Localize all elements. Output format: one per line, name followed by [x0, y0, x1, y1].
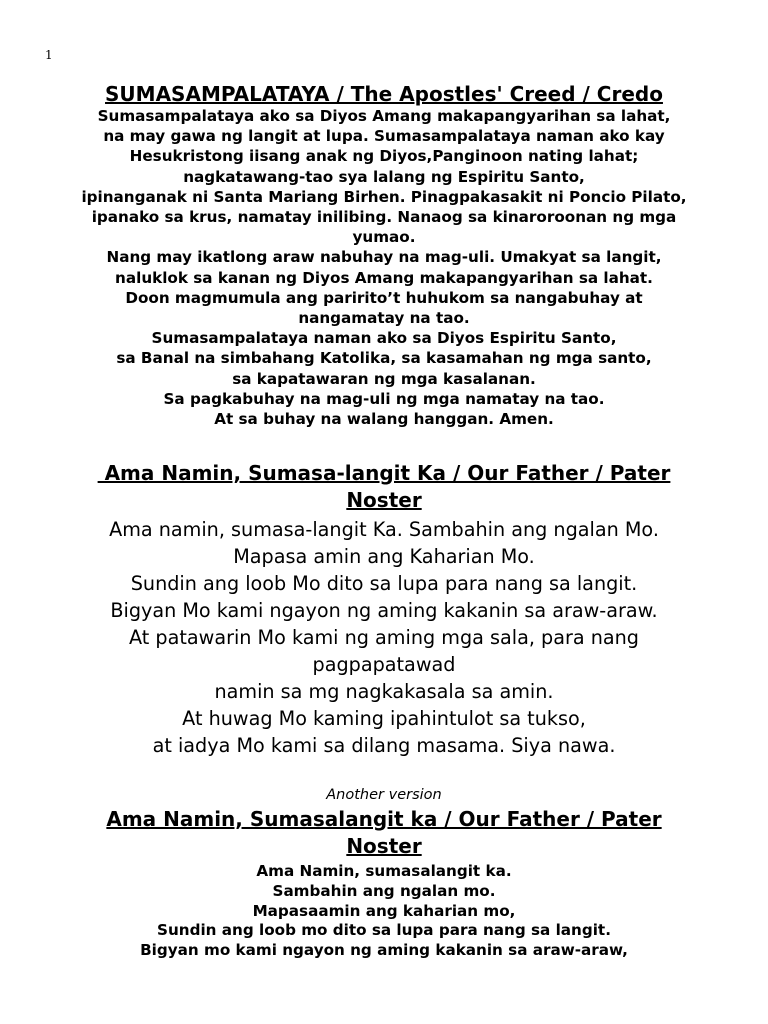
creed-line: Sumasampalataya ako sa Diyos Amang makapangyarihan sa lahat, — [97, 107, 671, 125]
our-father-text — [40, 516, 728, 759]
another-version-section — [40, 786, 728, 961]
creed-line: ipinanganak ni Santa Mariang Birhen. Pinagpakasakit ni Poncio Pilato, — [81, 187, 687, 206]
our-father-line: Ama namin, sumasa-langit Ka. Sambahin ang ngalan Mo. — [109, 518, 659, 541]
our-father-title-line: Ama Namin, Sumasa-langit Ka / Our Father / Pater — [97, 461, 671, 485]
another-version-title — [40, 806, 728, 860]
our-father-section — [40, 460, 728, 759]
another-version-line: Sambahin ang ngalan mo. — [272, 881, 496, 900]
our-father-line: At patawarin Mo kami ng aming mga sala, para nang — [129, 626, 639, 649]
our-father-line: pagpapatawad — [312, 653, 456, 676]
creed-line: nagkatawang-tao sya lalang ng Espiritu Santo, — [183, 167, 585, 186]
creed-line: At sa buhay na walang hanggan. Amen. — [214, 410, 554, 429]
another-version-title-line: Ama Namin, Sumasalangit ka / Our Father / Pater — [106, 807, 662, 831]
another-version-line: Sundin ang loob mo dito sa lupa para nang sa langit. — [157, 921, 611, 940]
another-version-title-line: Noster — [346, 834, 422, 858]
our-father-title — [40, 460, 728, 514]
another-version-line: Ama Namin, sumasalangit ka. — [256, 862, 512, 880]
our-father-line: Mapasa amin ang Kaharian Mo. — [233, 545, 535, 568]
creed-line: Nang may ikatlong araw nabuhay na mag-uli. Umakyat sa langit, — [106, 248, 662, 267]
creed-text — [40, 106, 728, 429]
our-father-line: namin sa mg nagkakasala sa amin. — [214, 680, 554, 703]
creed-line: nangamatay na tao. — [298, 309, 470, 328]
another-version-line: Bigyan mo kami ngayon ng aming kakanin sa araw-araw, — [140, 941, 628, 960]
another-version-line: Mapasaamin ang kaharian mo, — [252, 901, 516, 920]
creed-title: SUMASAMPALATAYA / The Apostles' Creed / Credo — [105, 82, 663, 106]
our-father-line: at iadya Mo kami sa dilang masama. Siya nawa. — [152, 734, 616, 757]
creed-line: sa kapatawaran ng mga kasalanan. — [232, 369, 536, 388]
creed-line: Hesukristong iisang anak ng Diyos,Panginoon nating lahat; — [129, 147, 639, 166]
creed-line: naluklok sa kanan ng Diyos Amang makapangyarihan sa lahat. — [115, 268, 653, 287]
our-father-line: At huwag Mo kaming ipahintulot sa tukso, — [182, 707, 586, 730]
our-father-line: Bigyan Mo kami ngayon ng aming kakanin sa araw-araw. — [110, 599, 658, 622]
our-father-title-line: Noster — [346, 488, 422, 512]
creed-line: ipanako sa krus, namatay inilibing. Nanaog sa kinaroroonan ng mga — [91, 208, 677, 227]
creed-line: Sumasampalataya naman ako sa Diyos Espiritu Santo, — [151, 329, 617, 348]
creed-section — [40, 82, 728, 429]
creed-line: yumao. — [352, 228, 416, 247]
creed-line: na may gawa ng langit at lupa. Sumasampalataya naman ako kay — [103, 127, 665, 146]
our-father-line: Sundin ang loob Mo dito sa lupa para nang sa langit. — [130, 572, 638, 595]
page-number: 1 — [45, 48, 53, 62]
creed-line: Sa pagkabuhay na mag-uli ng mga namatay na tao. — [163, 389, 605, 408]
another-version-text — [40, 862, 728, 961]
another-version-label: Another version — [326, 787, 442, 803]
creed-line: Doon magmumula ang paririto’t huhukom sa nangabuhay at — [125, 288, 643, 307]
creed-line: sa Banal na simbahang Katolika, sa kasamahan ng mga santo, — [116, 349, 652, 368]
